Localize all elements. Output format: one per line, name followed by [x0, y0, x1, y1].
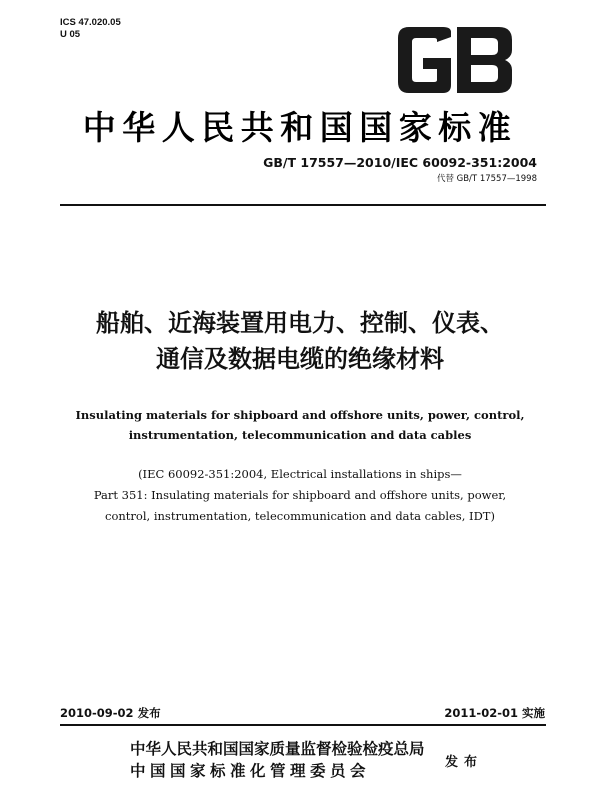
iec-reference-line-1: (IEC 60092-351:2004, Electrical installations in ships—: [138, 467, 462, 481]
implementation-date: 2011-02-01 实施: [444, 706, 545, 720]
bottom-divider: [60, 724, 546, 726]
english-title: [0, 405, 600, 445]
top-divider: [60, 204, 546, 206]
ics-code: ICS 47.020.05: [60, 17, 121, 28]
chinese-title-line-1: 船舶、近海装置用电力、控制、仪表、: [96, 309, 504, 337]
ccs-code: U 05: [60, 29, 81, 40]
iec-reference-line-3: control, instrumentation, telecommunication and data cables, IDT): [105, 509, 495, 523]
issuer-line-1: 中华人民共和国国家质量监督检验检疫总局: [130, 740, 425, 758]
classification-codes: [60, 17, 121, 41]
english-title-line-1: Insulating materials for shipboard and offshore units, power, control,: [75, 408, 525, 422]
chinese-title: [0, 305, 600, 377]
gb-logo: [395, 25, 515, 95]
iec-reference-line-2: Part 351: Insulating materials for shipboard and offshore units, power,: [93, 488, 507, 502]
standard-number: GB/T 17557—2010/IEC 60092-351:2004: [263, 155, 537, 170]
iec-reference: [0, 464, 600, 527]
issuer-line-2: 中国国家标准化管理委员会: [130, 762, 371, 780]
standard-category-title: 中华人民共和国国家标准: [82, 108, 518, 147]
issuing-authorities: [130, 738, 425, 782]
english-title-line-2: instrumentation, telecommunication and data cables: [128, 428, 472, 442]
replaces-note: 代替 GB/T 17557—1998: [436, 174, 537, 184]
publish-label: 发布: [445, 755, 484, 770]
issue-date: 2010-09-02 发布: [60, 706, 161, 720]
chinese-title-line-2: 通信及数据电缆的绝缘材料: [156, 345, 444, 373]
